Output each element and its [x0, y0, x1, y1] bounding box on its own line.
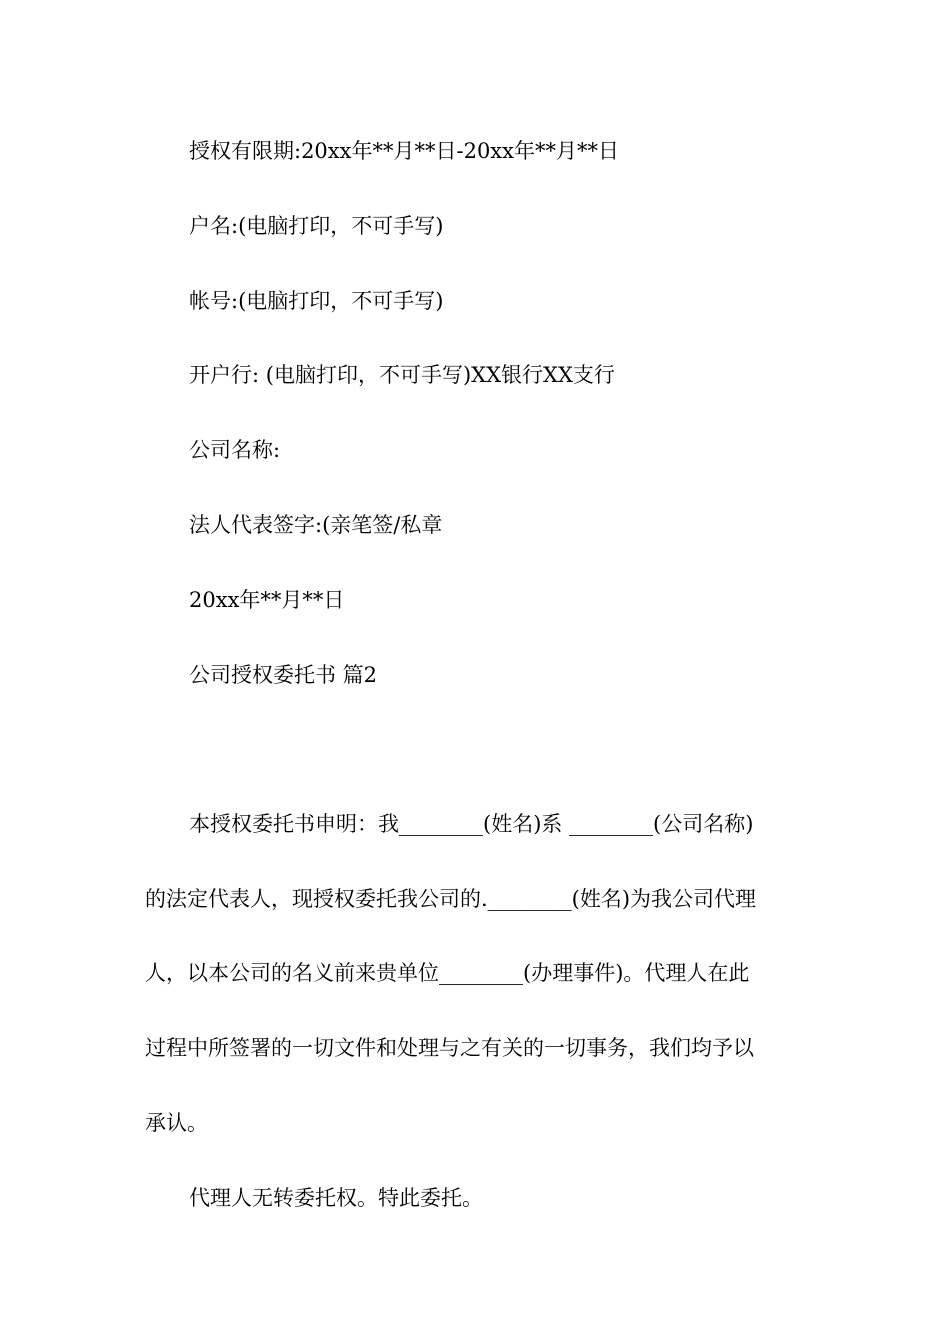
- paragraph-line: 本授权委托书申明：我________(姓名)系 ________(公司名称): [189, 812, 754, 836]
- opening-bank-line: 开户行: (电脑打印，不可手写)XX银行XX支行: [189, 363, 615, 387]
- date-line: 20xx年**月**日: [189, 588, 345, 612]
- paragraph-line: 人，以本公司的名义前来贵单位________(办理事件)。代理人在此: [145, 961, 750, 985]
- section-heading: 公司授权委托书 篇2: [189, 663, 378, 687]
- authorization-period-line: 授权有限期:20xx年**月**日-20xx年**月**日: [189, 139, 619, 163]
- paragraph-line: 的法定代表人，现授权委托我公司的.________(姓名)为我公司代理: [145, 887, 757, 911]
- paragraph-line: 承认。: [145, 1111, 208, 1135]
- account-number-line: 帐号:(电脑打印，不可手写): [189, 289, 444, 313]
- account-name-line: 户名:(电脑打印，不可手写): [189, 214, 444, 238]
- authorization-statement-paragraph: [145, 810, 810, 1135]
- closing-line: 代理人无转委托权。特此委托。: [189, 1186, 483, 1210]
- legal-rep-signature-line: 法人代表签字:(亲笔签/私章: [189, 513, 443, 537]
- company-name-line: 公司名称:: [189, 438, 281, 462]
- paragraph-line: 过程中所签署的一切文件和处理与之有关的一切事务，我们均予以: [145, 1036, 754, 1060]
